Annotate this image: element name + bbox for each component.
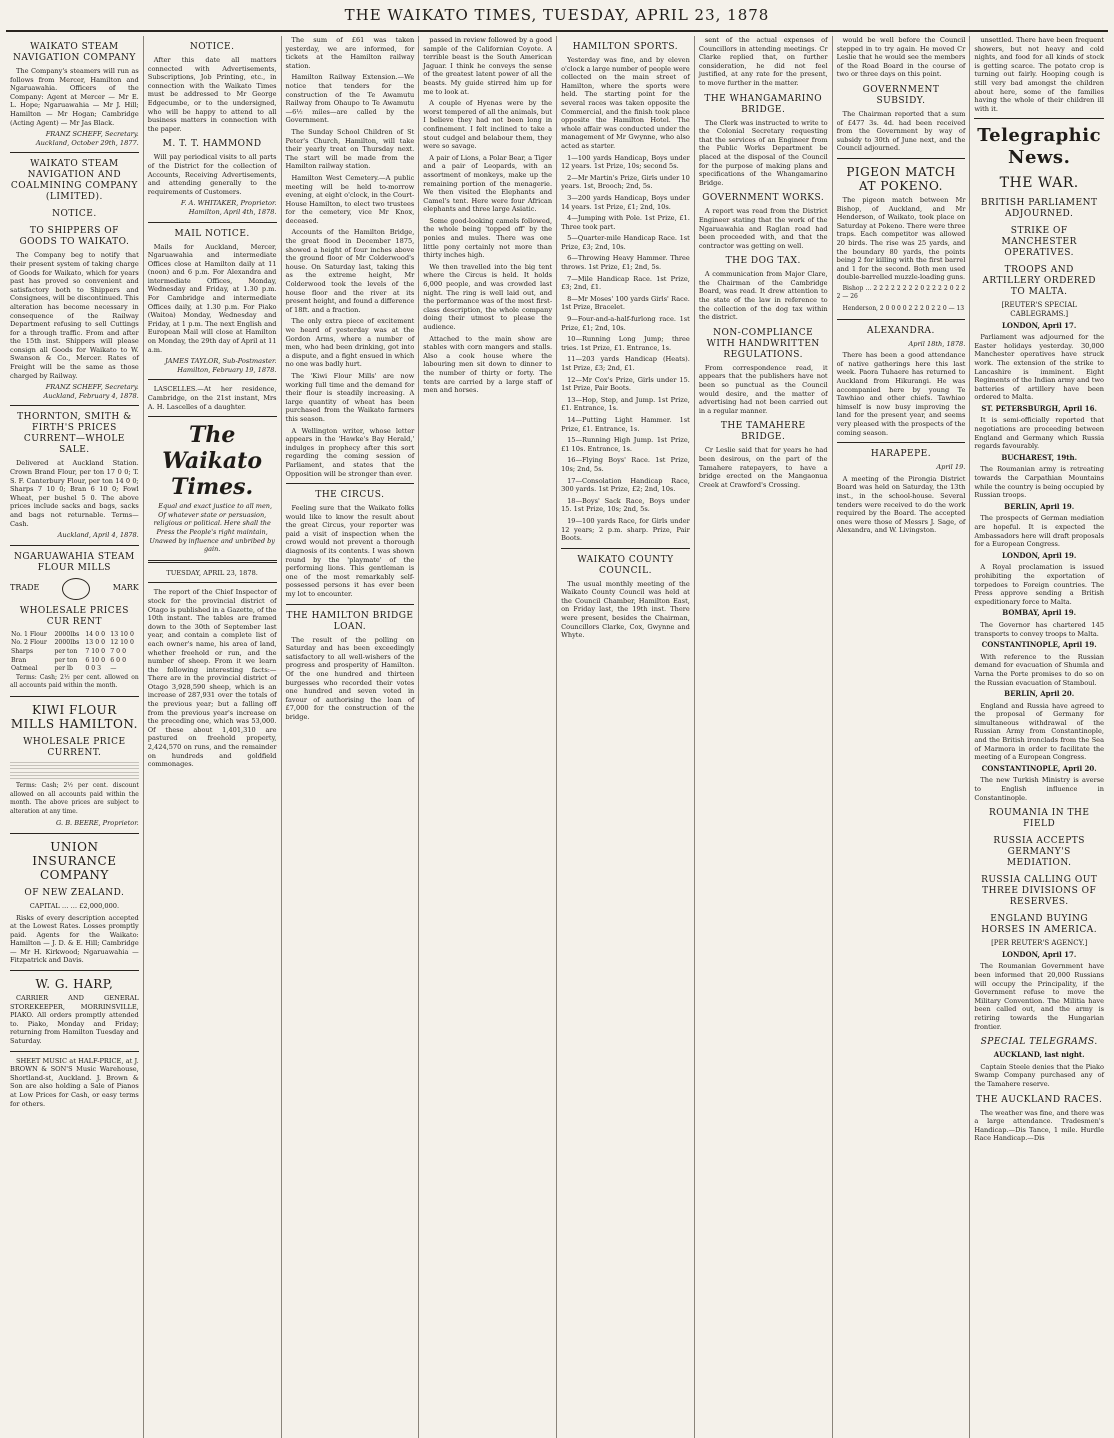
- subheading: NON-COMPLIANCE WITH HANDWRITTEN REGULATIONS.: [706, 327, 820, 360]
- subheading: GOVERNMENT SUBSIDY.: [862, 84, 940, 106]
- headline: ROUMANIA IN THE FIELD: [988, 808, 1090, 830]
- alexandra-heading: ALEXANDRA.: [867, 325, 935, 336]
- leading-article: The report of the Chief Inspector of stock for the provincial district of Otago is published in a Gazette, of the 10th instant. The tables are framed down to the 30th of September last year, and contain a complete list of each owner's name, his area of land, whether freehold or run, and the number of sheep. From it we learn the following interesting facts:—There are in the provincial district of Otago 3,928,590 sheep, which is an increase of 287,931 over the totals of the previous year; but a falling off from the previous year's increase on the preceding one, which was 53,000. Of these about 1,401,310 are pastured on freehold property, 2,424,570 on runs, and the remainder on hundreds and goldfield commonages.: [147, 588, 277, 769]
- sports-event: 15—Running High Jump. 1st Prize, £1 10s. Entrance, 1s.: [561, 436, 690, 453]
- divider: [837, 158, 966, 159]
- trade-mark: [10, 578, 139, 600]
- ad-insurance-capital: CAPITAL … … £2,000,000.: [29, 901, 120, 910]
- sports-event: 10—Running Long Jump; three tries. 1st Prize, £1. Entrance, 1s.: [561, 335, 690, 352]
- divider: [148, 560, 277, 563]
- column-6: [695, 36, 833, 1438]
- war-subhead: BRITISH PARLIAMENT ADJOURNED.: [980, 198, 1098, 220]
- circus-continued: Some good-looking camels followed, the whole being 'topped off' by the ponies and mules. There was one little pony certainly not more than thirty inches high.: [423, 216, 553, 260]
- local-news-item: Hamilton Railway Extension.—We notice that tenders for the construction of the Te Awamutu Railway from Ohaupo to Te Awamutu—6½ miles—are called by the Government.: [285, 73, 415, 125]
- divider: [837, 442, 966, 443]
- subheading: THE TAMAHERE BRIDGE.: [720, 421, 806, 443]
- pigeon-match-heading: PIGEON MATCH AT POKENO.: [846, 164, 956, 193]
- dateline: TUESDAY, APRIL 23, 1878.: [166, 568, 258, 577]
- divider: [837, 319, 966, 320]
- ad-prices-sign: Auckland, April 4, 1878.: [57, 531, 139, 540]
- sports-event: 13—Hop, Step, and Jump. 1st Prize, £1. Entrance, 1s.: [561, 395, 690, 413]
- bridge-loan-heading: THE HAMILTON BRIDGE LOAN.: [286, 610, 414, 632]
- mark-label: MARK: [112, 583, 139, 593]
- divider: [10, 1051, 139, 1052]
- local-news-item: A Wellington writer, whose letter appears in the 'Hawke's Bay Herald,' indulges in prophecy after this sort regarding the coming session of Parliament, and states that the Opposition will be stronger than ever.: [285, 426, 415, 478]
- sports-event: 14—Putting Light Hammer. 1st Prize, £1. Entrance, 1s.: [561, 415, 690, 433]
- ad-kiwi-sub: WHOLESALE PRICE CURRENT.: [23, 736, 126, 758]
- council-item: The Clerk was instructed to write to the Colonial Secretary requesting that the services of an Engineer from the Public Works Department be placed at the disposal of the Council for the purpose of making plans and specifications of the Whangamarino Bridge.: [698, 118, 828, 187]
- dateline: LONDON, April 17.: [1002, 320, 1077, 330]
- ad-steam-navigation-body: The Company's steamers will run as follows from Mercer, Hamilton and Ngaruawahia. Officers of the Company: Agent at Mercer — Mr E. L. Hope; Ngaruawahia — Mr J. Hill; Hamilton — Mr Hogan; Cambridge (Acting Agent) — Mr Jas Black.: [10, 67, 139, 127]
- harapepe-body: A meeting of the Pirongia District Board was held on Saturday, the 13th inst., in the school-house. Several tenders were received to do the work required by the Board. The accepted ones were those of Messrs J. Sage, of Alexandra, and W. Livingston.: [836, 474, 966, 535]
- circus-continued: passed in review followed by a good sample of the Californian Coyote. A terrible beast is the South American Jaguar. I think he conveys the sense of the greatest latent power of all the beasts. My guide stirred him up for me to look at.: [423, 36, 553, 96]
- divider: [148, 379, 277, 380]
- ad-steam-navigation-heading: WAIKATO STEAM NAVIGATION COMPANY: [12, 42, 136, 63]
- score-henderson: Henderson, 2 0 0 0 0 2 2 2 0 2 2 0 — 13: [842, 305, 965, 313]
- council-item: A communication from Major Clare, the Chairman of the Cambridge Board, was read. It drew attention to the state of the law in reference to the collection of the dog tax within the district.: [698, 270, 828, 322]
- ad-kiwi-sign: G. B. BEERE, Proprietor.: [55, 819, 139, 828]
- mail-notice-heading: MAIL NOTICE.: [174, 228, 250, 239]
- sports-heading: HAMILTON SPORTS.: [572, 42, 679, 52]
- council-body: The usual monthly meeting of the Waikato County Council was held at the Council Chamber, Hamilton East, on Friday last, the 19th inst. There were present, besides the Chairman, Councillors Clarke, Cox, Gwynne and Whyte.: [561, 579, 690, 640]
- telegram: With reference to the Russian demand for evacuation of Shumla and Varna the Porte promises to do so on the Russian evacuation of Stamboul.: [974, 652, 1105, 687]
- price-table: [10, 631, 139, 674]
- subheading: GOVERNMENT WORKS.: [702, 193, 825, 204]
- circus-continued: We then travelled into the big tent where the Circus is held. It holds 6,000 people, and was crowded last night. The ring is well laid out, and the performance was of the most first-class description, the whole company doing their utmost to please the audience.: [423, 262, 553, 331]
- sports-event: 8—Mr Moses' 100 yards Girls' Race. 1st Prize, Bracelet.: [561, 294, 690, 312]
- divider: [148, 416, 277, 417]
- divider: [10, 152, 139, 153]
- table-row: No. 2 Flour 2000lbs 13 0 0 12 10 0: [11, 639, 134, 647]
- agency-label: [PER REUTER'S AGENCY.]: [991, 939, 1088, 948]
- table-row: Sharps per ton 7 10 0 7 0 0: [11, 647, 127, 655]
- council-continued: would be well before the Council stepped in to try again. He moved Cr Leslie that he would see the members of the Road Board in the course of two or three days on this point.: [836, 36, 966, 79]
- column-8: [970, 36, 1108, 1438]
- council-item: Cr Leslie said that for years he had been desirous, on the part of the Tamahere ratepayers, to have a bridge erected on the Mangaonua Creek at Crawford's Crossing.: [698, 446, 828, 489]
- nameplate: The Waikato Times.: [162, 422, 263, 501]
- notice-sign: F. A. WHITAKER, Proprietor. Hamilton, April 4th, 1878.: [180, 199, 277, 216]
- telegram: The prospects of German mediation are hopeful. It is expected the Ambassadors here will draft proposals for a European Congress.: [974, 514, 1105, 549]
- table-row: Bran per ton 6 10 0 6 0 0: [11, 656, 127, 664]
- headline: RUSSIA CALLING OUT THREE DIVISIONS OF RESERVES.: [981, 875, 1098, 908]
- council-item: The Chairman reported that a sum of £477 3s. 4d. had been received from the Government by way of subsidy to 30th of June next, and the Council adjourned.: [836, 109, 966, 153]
- ad-flour-mills-heading: NGARUAWAHIA STEAM FLOUR MILLS: [13, 551, 135, 573]
- telegram: It is semi-officially reported that negotiations are proceeding between England and Germany which Russia regards favourably.: [974, 416, 1105, 451]
- alexandra-date: April 18th, 1878.: [908, 339, 966, 348]
- circus-continued: Attached to the main show are stables with corn mangers and stalls. Also a cook house where the labouring men sit down to dinner to the number of thirty or forty. The tents are carried by a large staff of men and horses.: [423, 334, 553, 395]
- trade-label: TRADE: [10, 583, 40, 593]
- columns: [6, 36, 1108, 1438]
- ad-insurance-heading: UNION INSURANCE COMPANY: [32, 839, 117, 882]
- column-3: [282, 36, 420, 1438]
- local-news-item: The only extra piece of excitement we heard of yesterday was at the Gordon Arms, where a number of men, who had been drinking, got into a dispute, and a fight ensued in which no one was badly hurt.: [285, 317, 415, 369]
- notice-name: M. T. T. HAMMOND: [162, 139, 262, 150]
- local-news-item: Hamilton West Cemetery.—A public meeting will be held to-morrow evening, at eight o'clock, in the Court-House Hamilton, to elect two trustees for the cemetery, vice Mr Knox, deceased.: [285, 173, 415, 225]
- telegram: The Governor has chartered 145 transports to convey troops to Malta.: [974, 620, 1105, 638]
- ad-kiwi-heading: KIWI FLOUR MILLS HAMILTON.: [10, 702, 138, 731]
- local-news-item: The 'Kiwi Flour Mills' are now working full time and the demand for their flour is steadily increasing. A large quantity of wheat has been purchased from the Waikato farmers this season.: [285, 371, 415, 423]
- notice-heading: NOTICE.: [189, 42, 235, 52]
- dateline: BERLIN, April 20.: [1004, 689, 1075, 699]
- sports-event: 1—100 yards Handicap, Boys under 12 years. 1st Prize, 10s; second 5s.: [561, 153, 690, 171]
- sports-event: 9—Four-and-a-half-furlong race. 1st Prize, £1; 2nd, 10s.: [561, 315, 690, 332]
- ad-insurance-sub: OF NEW ZEALAND.: [24, 887, 125, 898]
- table-row: Oatmeal per lb 0 0 3 —: [11, 665, 117, 673]
- pigeon-match-body: The pigeon match between Mr Bishop, of Auckland, and Mr Henderson, of Waikato, took place on Saturday at Pokeno. There were three traps. Each competitor was allowed 20 birds. The rise was 25 yards, and the boundary 80 yards, the points being 2 for killing with the first barrel and 1 for the second. Both men used double-barrelled muzzle-loading guns.: [836, 195, 966, 282]
- trade-mark-emblem-icon: [62, 578, 90, 600]
- sports-event: 7—Mile Handicap Race. 1st Prize, £3; 2nd, £1.: [561, 274, 690, 292]
- dateline: LONDON, April 19.: [1002, 550, 1077, 560]
- harapepe-heading: HARAPEPE.: [870, 449, 932, 460]
- ad-steam-navigation-sign: FRANZ SCHEFF, Secretary. Auckland, October 29th, 1877.: [35, 130, 139, 147]
- sports-event: 19—100 yards Race, for Girls under 12 years; 2 p.m. sharp. Prize, Pair Boots.: [561, 516, 690, 543]
- sports-event: 2—Mr Martin's Prize, Girls under 10 years. 1st, Brooch; 2nd, 5s.: [561, 173, 690, 191]
- sports-event: 5—Quarter-mile Handicap Race. 1st Prize, £3; 2nd, 10s.: [561, 234, 690, 251]
- alexandra-body: There has been a good attendance of native gatherings here this last week. Paora Tuhaere has returned to Auckland from Hikurangi. He was accompanied here by young Te Tawhiao and other chiefs. Tawhiao himself is now busy improving the land for the present year, and seems very pleased with the prospects of the coming season.: [836, 351, 966, 437]
- war-subhead: STRIKE OF MANCHESTER OPERATIVES.: [1001, 226, 1077, 259]
- telegraphic-news-heading: Telegraphic News.: [977, 125, 1102, 169]
- divider: [148, 582, 277, 583]
- sports-event: 18—Boys' Sack Race, Boys under 15. 1st Prize, 10s; 2nd, 5s.: [561, 496, 690, 514]
- masthead: [6, 0, 1108, 32]
- divider: [10, 405, 139, 406]
- ad-coalmining-notice: NOTICE.: [52, 209, 97, 220]
- ad-prices-body: Delivered at Auckland Station. Crown Brand Flour, per ton 17 0 0; T. S. F. Canterbury Flour, per ton 14 0 0; Sharps 7 10 0; Bran 6 10 0; Fowl Wheat, per bushel 5 0. The above prices include sacks and bags, sacks and bags not returnable. Terms—Cash.: [10, 459, 139, 528]
- ad-coalmining-body: The Company beg to notify that their present system of taking charge of Goods for Waikato, which for years past has proved so convenient and satisfactory both to Shippers and Consignees, will be discontinued. This alteration has become necessary in consequence of the Railway Department refusing to sell Cuttings for a through traffic. From and after the 15th inst. Shippers will please consign all Goods for Waikato to W. Swanson & Co., Mercer. Rates of Freight will be the same as those charged by Railway.: [10, 251, 139, 380]
- mail-notice-sign: JAMES TAYLOR, Sub-Postmaster. Hamilton, February 19, 1878.: [165, 357, 277, 374]
- table-row: No. 1 Flour 2000lbs 14 0 0 13 10 0: [11, 630, 134, 638]
- ad-flour-mills-sub: WHOLESALE PRICES CUR RENT: [19, 605, 129, 627]
- harapepe-date: April 19.: [936, 463, 966, 472]
- sports-event: 16—Flying Boys' Race. 1st Prize, 10s; 2nd, 5s.: [561, 456, 690, 473]
- sports-event: 12—Mr Cox's Prize, Girls under 15. 1st Prize, Pair Boots.: [561, 375, 690, 393]
- divider: [974, 118, 1104, 119]
- sports-event: 17—Consolation Handicap Race, 300 yards. 1st Prize, £2; 2nd, 10s.: [561, 476, 690, 494]
- special-telegrams-heading: SPECIAL TELEGRAMS.: [980, 1037, 1098, 1048]
- dateline: BUCHAREST, 19th.: [1001, 452, 1078, 462]
- bridge-loan-body: The result of the polling on Saturday and has been exceedingly satisfactory to all well-wishers of the progress and prosperity of Hamilton. Of the one hundred and thirteen burgesses who recorded their votes one hundred and seven voted in favour of authorising the loan of £7,000 for the construction of the bridge.: [285, 635, 415, 721]
- races-body: The weather was fine, and there was a large attendance. Tradesmen's Handicap.—Dis Tance, 1 mile. Hurdle Race Handicap.—Dis: [974, 1108, 1105, 1143]
- local-news-item: The sum of £61 was taken yesterday, we are informed, for tickets at the Hamilton railway station.: [285, 36, 415, 70]
- dateline: ST. PETERSBURGH, April 16.: [981, 403, 1097, 413]
- divider: [10, 545, 139, 546]
- divider: [561, 548, 690, 549]
- score-bishop: Bishop … 2 2 2 2 2 2 2 2 0 2 2 2 2 0 2 2 2 — 26: [836, 284, 966, 301]
- column-2: [144, 36, 282, 1438]
- telegram: A Royal proclamation is issued prohibiting the exportation of torpedoes to Foreign countries. The Press approve sending a British expeditionary force to Malta.: [974, 563, 1105, 606]
- dateline: CONSTANTINOPLE, April 19.: [981, 640, 1097, 650]
- sports-body: Yesterday was fine, and by eleven o'clock a large number of people were collected on the main street of Hamilton, where the sports were held. The starting point for the several races was taken opposite the Commercial, and the finish took place opposite the Hamilton Hotel. The whole affair was conducted under the management of Mr Gwynne, who also acted as starter.: [561, 56, 690, 150]
- ad-insurance-body: Risks of every description accepted at the Lowest Rates. Losses promptly paid. Agents for the Waikato: Hamilton — J. D. & E. Hill; Cambridge — Mr H. Kirkwood; Ngaruawahia — Fitzpatrick and Davis.: [10, 913, 139, 965]
- column-7: [833, 36, 971, 1438]
- column-5: [557, 36, 695, 1438]
- dateline: CONSTANTINOPLE, April 20.: [981, 763, 1097, 773]
- ad-harp-body: CARRIER AND GENERAL STOREKEEPER, MORRINSVILLE, PIAKO. All orders promptly attended to. Piako, Monday and Friday; returning from Hamilton Tuesday and Saturday.: [10, 994, 139, 1046]
- telegram: Captain Steele denies that the Piako Swamp Company purchased any of the Tamahere reserve.: [974, 1062, 1105, 1088]
- war-heading: THE WAR.: [999, 175, 1079, 192]
- subheading: THE DOG TAX.: [725, 256, 801, 267]
- local-news-item: The Sunday School Children of St Peter's Church, Hamilton, will take their yearly treat on Thursday next. The start will be made from the Hamilton railway station.: [285, 127, 415, 171]
- notice-body-2: Will pay periodical visits to all parts of the District for the collection of Accounts, Receiving Advertisements, and attending generally to the requirements of Customers.: [147, 153, 277, 196]
- sports-event: 11—203 yards Handicap (Heats). 1st Prize, £3; 2nd, £1.: [561, 355, 690, 372]
- divider: [286, 604, 415, 605]
- mail-notice-body: Mails for Auckland, Mercer, Ngaruawahia and intermediate Offices close at Hamilton daily at 11 (noon) and 6 p.m. For Alexandra and intermediate Offices, Monday, Wednesday and Friday, at 1.30 p.m. For Cambridge and intermediate Offices daily, at 1.30 p.m. For Piako (Waitoa) Monday, Wednesday and Friday, at 1 p.m. The next English and European Mail will close at Hamilton on Monday, the 29th day of April at 11 a.m.: [147, 242, 277, 354]
- council-heading: WAIKATO COUNTY COUNCIL.: [577, 554, 674, 576]
- headline: ENGLAND BUYING HORSES IN AMERICA.: [981, 914, 1098, 936]
- telegram: The Roumanian Government have been informed that 20,000 Russians will occupy the Principality, if the Government refuse to move the Military Convention. The Militia have been called out, and the army is retiring towards the Hungarian frontier.: [974, 962, 1105, 1031]
- war-subhead: TROOPS AND ARTILLERY ORDERED TO MALTA.: [982, 265, 1096, 298]
- dateline: BERLIN, April 19.: [1004, 501, 1075, 511]
- subheading: THE WHANGAMARINO BRIDGE.: [704, 93, 823, 115]
- dateline: LONDON, April 17.: [1002, 949, 1077, 959]
- council-item: From correspondence read, it appears that the publishers have not been so punctual as the Council would desire, and the matter of advertising had not been carried out in a regular manner.: [698, 363, 828, 415]
- dateline: BOMBAY, April 19.: [1002, 608, 1077, 618]
- divider: [10, 833, 139, 834]
- ad-prices-heading: THORNTON, SMITH & FIRTH'S PRICES CURRENT—WHOLE SALE.: [17, 412, 132, 456]
- circus-continued: A couple of Hyenas were by the worst tempered of all the animals, but I believe they had not been long in confinement. I felt inclined to take a stout cudgel and belabour them, they were so savage.: [423, 99, 553, 151]
- divider: [286, 483, 415, 484]
- headline: RUSSIA ACCEPTS GERMANY'S MEDIATION.: [993, 836, 1085, 869]
- price-list-lines: [10, 762, 139, 770]
- sports-event: 3—200 yards Handicap, Boys under 14 years. 1st Prize, £1; 2nd, 10s.: [561, 193, 690, 211]
- notice-body: After this date all matters connected with Advertisements, Subscriptions, Job Printing, etc., in connection with the Waikato Times must be addressed to Mr George Edgecumbe, or to the undersigned, who will be happy to attend to all business matters in connection with the paper.: [147, 56, 277, 133]
- column-4: [419, 36, 557, 1438]
- circus-body: Feeling sure that the Waikato folks would like to know the result about the great Circus, your reporter was paid a visit of inspection when the crowd would not prevent a thorough diagnosis of its contents. I was shown round by the 'playmate' of the performing lions. This gentleman is one of the most remarkably self-possessed persons it has ever been my lot to encounter.: [285, 504, 415, 599]
- ad-kiwi-terms: Terms: Cash; 2½ per cent. discount allowed on all accounts paid within the month. The above prices are subject to alteration at any time.: [10, 781, 139, 815]
- races-heading: THE AUCKLAND RACES.: [976, 1094, 1103, 1105]
- ad-music-body: SHEET MUSIC at HALF-PRICE, at J. BROWN & SON'S Music Warehouse, Shortland-st, Auckland. J. Brown & Son are also holding a Sale of Pianos at Low Prices for Cash, or easy terms for others.: [10, 1056, 139, 1108]
- ad-harp-heading: W. G. HARP,: [35, 977, 114, 992]
- harapepe-continued: unsettled. There have been frequent showers, but not heavy and cold nights, and food for all kinds of stock is getting scarce. The potato crop is turning out fairly. Hooping cough is still very bad amongst the children about here, some of the families having the whole of their children ill with it.: [974, 36, 1105, 113]
- council-item: A report was read from the District Engineer stating that the work of the Ngaruawahia and Raglan road had been proceeded with, and that the contractor was getting on well.: [698, 207, 828, 250]
- telegram: The new Turkish Ministry is averse to English influence in Constantinople.: [974, 776, 1105, 802]
- local-news-item: Accounts of the Hamilton Bridge, the great flood in December 1875, showed a height of four inches above the ground floor of Mr Colderwood's house. On Saturday last, taking this as the extreme height, Mr Colderwood took the levels of the house floor and the river at its present height, and found a difference of 18ft. and a fraction.: [285, 228, 415, 314]
- ad-coalmining-sign: FRANZ SCHEFF, Secretary. Auckland, February 4, 1878.: [43, 383, 139, 400]
- ad-coalmining-heading: WAIKATO STEAM NAVIGATION AND COALMINING COMPANY (LIMITED).: [10, 159, 138, 203]
- circus-continued: A pair of Lions, a Polar Bear, a Tiger and a pair of Leopards, with an assortment of monkeys, make up the remaining portion of the menagerie. We then visited the Elephants and Camel's tent. Here were four African elephants and three large Asiatic.: [423, 153, 553, 214]
- ad-flour-mills-terms: Terms: Cash; 2½ per cent. allowed on all accounts paid within the month.: [10, 673, 139, 690]
- sports-event: 4—Jumping with Pole. 1st Prize, £1. Three took part.: [561, 214, 690, 231]
- council-continued: sent of the actual expenses of Councillors in attending meetings. Cr Clarke replied that, on further consideration, he did not feel justified, at any rate for the present, to move further in the matter.: [698, 36, 828, 87]
- price-list-lines: [10, 772, 139, 780]
- masthead-title: THE WAIKATO TIMES, TUESDAY, APRIL 23, 1878: [344, 6, 770, 24]
- telegram: Parliament was adjourned for the Easter holidays yesterday. 30,000 Manchester operatives have struck work. The extension of the strike to Lancashire is imminent. Eight Regiments of the Indian army and two batteries of artillery have been ordered to Malta.: [974, 333, 1105, 402]
- dateline: AUCKLAND, last night.: [993, 1050, 1085, 1060]
- divider: [10, 970, 139, 971]
- sports-event: 6—Throwing Heavy Hammer. Three throws. 1st Prize, £1; 2nd, 5s.: [561, 254, 690, 272]
- telegram: The Roumanian army is retreating towards the Carpathian Mountains while the country is being occupied by Russian troops.: [974, 465, 1105, 500]
- birth-notice: LASCELLES.—At her residence, Cambridge, on the 21st instant, Mrs A. H. Lascelles of a daughter.: [147, 385, 277, 411]
- divider: [148, 222, 277, 223]
- reuter-label: [REUTER'S SPECIAL CABLEGRAMS.]: [1001, 301, 1077, 318]
- motto: Equal and exact justice to all men, Of whatever state or persuasion, religious or political. Here shall the Press the People's right maintain, Unawed by influence and unbribed by gain.: [149, 502, 275, 554]
- column-1: [6, 36, 144, 1438]
- ad-coalmining-title: TO SHIPPERS OF GOODS TO WAIKATO.: [19, 226, 130, 248]
- divider: [10, 696, 139, 697]
- telegram: England and Russia have agreed to the proposal of Germany for simultaneous withdrawal of the Russian Army from Constantinople, and the British ironclads from the Sea of Marmora in order to facilitate the meeting of a European Congress.: [974, 701, 1105, 762]
- circus-heading: THE CIRCUS.: [315, 490, 385, 501]
